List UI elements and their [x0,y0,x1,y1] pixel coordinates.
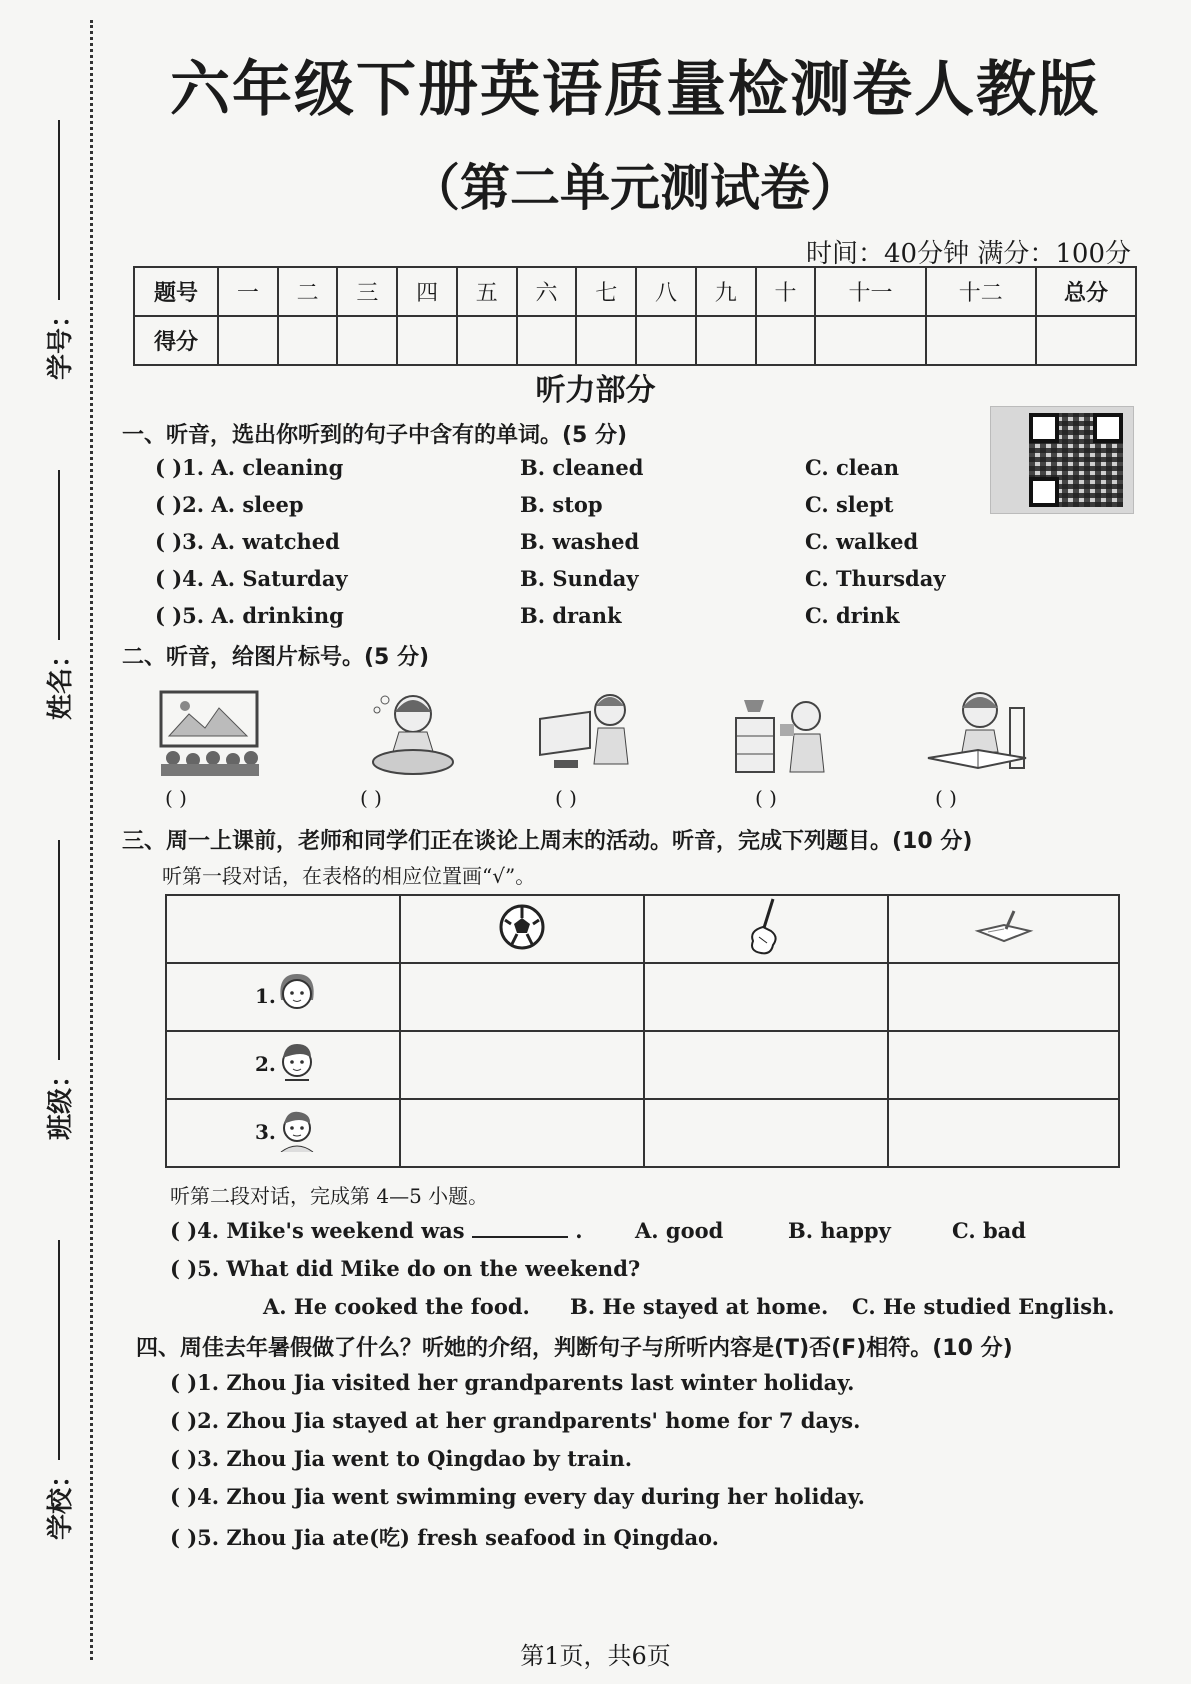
q4-item-4: ( )4. Zhou Jia went swimming every day during her holiday. [170,1484,865,1509]
answer-blank[interactable] [472,1218,568,1238]
score-header-cell: 十一 [815,267,925,316]
page-title: 六年级下册英语质量检测卷人教版 [170,55,1100,125]
girl-face-icon [275,970,319,1016]
grid-cell[interactable] [888,1031,1119,1099]
score-header-cell: 九 [696,267,756,316]
grid-row-label [166,963,400,1031]
q1-option-b: B. cleaned [520,455,644,480]
score-header-cell: 六 [517,267,577,316]
score-cell[interactable] [218,316,278,365]
qr-code [990,406,1134,514]
side-line [58,840,60,1060]
grid-cell[interactable] [644,963,888,1031]
q1-option-c: C. Thursday [805,566,946,591]
score-header-cell: 十 [756,267,816,316]
picture-answer-1[interactable]: ( ) [165,786,187,810]
qr-finder [1029,477,1059,507]
activity-grid [165,894,1120,1168]
score-row-label: 得分 [134,316,218,365]
washing-picture [355,688,465,778]
q1-item-2: ( )2. A. sleep [155,492,304,517]
computer-picture [532,688,642,778]
question-4-title: 四、周佳去年暑假做了什么？听她的介绍，判断句子与所听内容是(T)否(F)相符。(10 分) [136,1336,1013,1361]
q3-item-5: ( )5. What did Mike do on the weekend? [170,1256,641,1281]
grid-header-violin [644,895,888,963]
score-header-cell: 三 [337,267,397,316]
side-line [58,120,60,300]
score-value-row [134,316,1136,365]
score-table [133,266,1137,366]
q3-item-4-option-c: C. bad [952,1218,1026,1243]
picture-answer-2[interactable]: ( ) [360,786,382,810]
score-header-cell: 四 [397,267,457,316]
football-icon [497,902,547,952]
score-header-cell: 十二 [926,267,1036,316]
score-cell[interactable] [397,316,457,365]
q1-item-3: ( )3. A. watched [155,529,340,554]
q4-item-5: ( )5. Zhou Jia ate(吃) fresh seafood in Qingdao. [170,1525,719,1550]
q1-item-5: ( )5. A. drinking [155,603,344,628]
grid-row-1 [166,963,1119,1031]
score-header-cell: 二 [278,267,338,316]
score-cell[interactable] [278,316,338,365]
grid-row-3 [166,1099,1119,1167]
score-cell[interactable] [457,316,517,365]
score-cell[interactable] [815,316,925,365]
grid-cell[interactable] [400,963,644,1031]
row-number: 3. [255,1120,276,1144]
grid-header-row [166,895,1119,963]
score-header-cell: 一 [218,267,278,316]
q3-note-1: 听第一段对话，在表格的相应位置画“√”。 [162,864,536,888]
q3-item-4 [170,1218,583,1243]
q3-item-4-stem: ( )4. Mike's weekend was [170,1218,465,1243]
q3-note-2: 听第二段对话，完成第 4—5 小题。 [170,1184,489,1208]
q1-option-b: B. washed [520,529,640,554]
grid-cell[interactable] [644,1031,888,1099]
score-header-row [134,267,1136,316]
grid-header-football [400,895,644,963]
binding-line [90,20,93,1660]
score-cell[interactable] [517,316,577,365]
violin-icon [741,897,791,957]
score-cell[interactable] [576,316,636,365]
score-cell[interactable] [926,316,1036,365]
grid-cell[interactable] [888,963,1119,1031]
question-1-title: 一、听音，选出你听到的句子中含有的单词。(5 分) [122,423,628,448]
picture-answer-4[interactable]: ( ) [755,786,777,810]
q1-option-b: B. stop [520,492,603,517]
cinema-picture [155,688,265,778]
picture-answer-3[interactable]: ( ) [555,786,577,810]
score-header-cell: 八 [636,267,696,316]
homework-icon [974,907,1034,947]
grid-row-label [166,1099,400,1167]
exam-meta: 时间：40分钟 满分：100分 [806,239,1131,269]
score-cell[interactable] [1036,316,1136,365]
score-header-cell: 五 [457,267,517,316]
q3-item-5-option-b: B. He stayed at home. [570,1294,829,1319]
grid-row-label [166,1031,400,1099]
qr-finder [1093,413,1123,443]
question-3-title: 三、周一上课前，老师和同学们正在谈论上周末的活动。听音，完成下列题目。(10 分) [122,829,973,854]
page-footer: 第1页，共6页 [520,1642,671,1670]
q1-option-b: B. Sunday [520,566,639,591]
q4-item-2: ( )2. Zhou Jia stayed at her grandparents' home for 7 days. [170,1408,861,1433]
question-2-title: 二、听音，给图片标号。(5 分) [122,645,430,670]
score-cell[interactable] [696,316,756,365]
q1-item-4: ( )4. A. Saturday [155,566,348,591]
reading-picture [922,688,1032,778]
side-line [58,1240,60,1460]
man-face-icon [275,1106,319,1152]
qr-finder [1029,413,1059,443]
q4-item-3: ( )3. Zhou Jia went to Qingdao by train. [170,1446,633,1471]
score-cell[interactable] [756,316,816,365]
side-line [58,470,60,640]
q1-option-c: C. clean [805,455,899,480]
grid-corner [166,895,400,963]
grid-row-2 [166,1031,1119,1099]
side-label-school: 学校： [46,1461,76,1540]
row-number: 2. [255,1052,276,1076]
q1-item-1: ( )1. A. cleaning [155,455,344,480]
score-header-cell: 题号 [134,267,218,316]
section-title-listening: 听力部分 [535,373,656,408]
q1-option-c: C. walked [805,529,919,554]
q1-option-c: C. drink [805,603,900,628]
q4-item-1: ( )1. Zhou Jia visited her grandparents last winter holiday. [170,1370,855,1395]
score-cell[interactable] [337,316,397,365]
row-number: 1. [255,984,276,1008]
q1-option-c: C. slept [805,492,894,517]
grid-cell[interactable] [644,1099,888,1167]
q1-option-b: B. drank [520,603,622,628]
kitchen-picture [730,688,840,778]
grid-cell[interactable] [400,1099,644,1167]
q3-item-4-option-a: A. good [635,1218,724,1243]
period: . [575,1218,583,1243]
q3-item-4-option-b: B. happy [788,1218,891,1243]
grid-cell[interactable] [888,1099,1119,1167]
side-label-class: 班级： [46,1061,76,1140]
q3-item-5-option-a: A. He cooked the food. [263,1294,530,1319]
grid-cell[interactable] [400,1031,644,1099]
page-subtitle: （第二单元测试卷） [410,158,860,217]
q3-item-5-option-c: C. He studied English. [852,1294,1115,1319]
picture-answer-5[interactable]: ( ) [935,786,957,810]
boy-face-icon [275,1038,319,1084]
grid-header-homework [888,895,1119,963]
side-label-id: 学号： [46,301,76,380]
score-cell[interactable] [636,316,696,365]
score-header-cell: 七 [576,267,636,316]
side-label-name: 姓名： [46,641,76,720]
score-header-cell: 总分 [1036,267,1136,316]
